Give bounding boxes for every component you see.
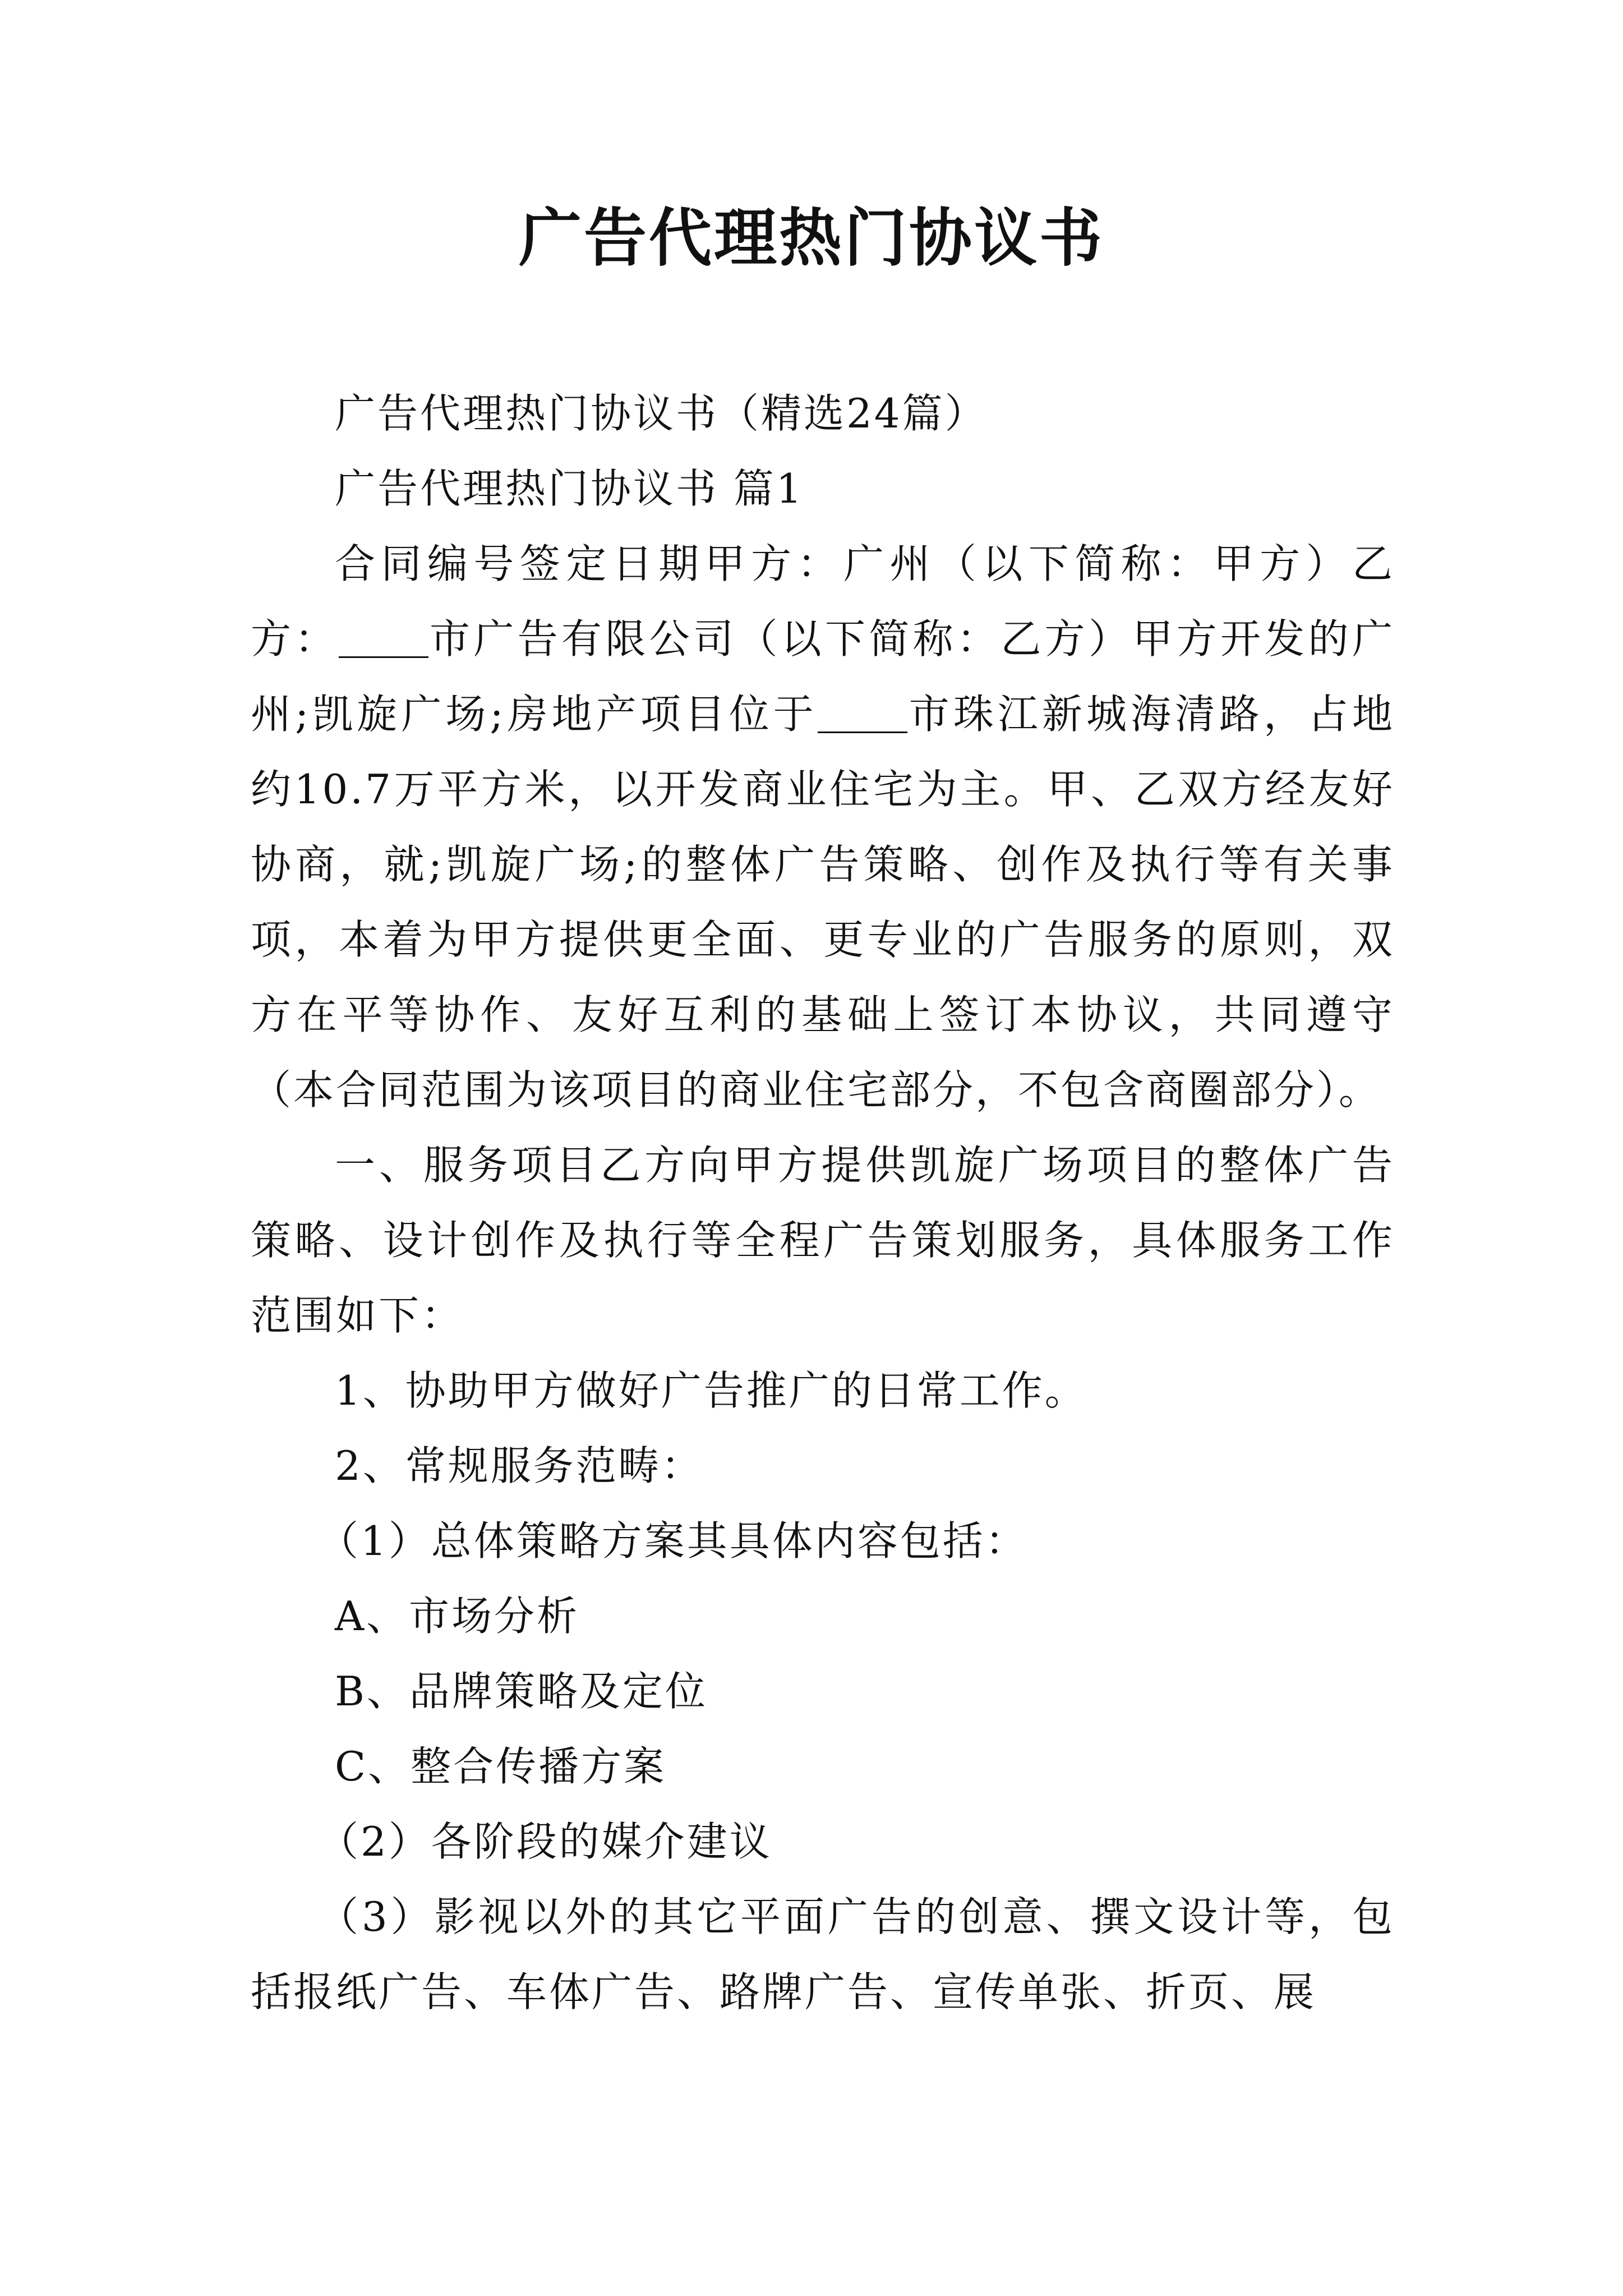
intro-paragraph [251,526,1395,1128]
list-item-2: 2、常规服务范畴： [335,1442,704,1489]
intro-text-part-2: 市广告有限公司（以下简称：乙方）甲方开发的广州;凯旋广场;房地产项目位于 [251,615,1395,738]
list-item-c: C、整合传播方案 [335,1743,667,1790]
document-subtitle: 广告代理热门协议书（精选24篇） [335,390,988,437]
list-item-b: B、品牌策略及定位 [335,1668,708,1715]
list-item-1: 1、协助甲方做好广告推广的日常工作。 [335,1367,1087,1414]
list-item-2-2: （2）各阶段的媒介建议 [318,1818,772,1865]
intro-text-part-1: 合同编号签定日期甲方：广州（以下简称：甲方）乙方： [251,540,1395,662]
section-heading: 广告代理热门协议书 篇1 [335,465,804,512]
list-item-2-3: （3）影视以外的其它平面广告的创意、撰文设计等，包括报纸广告、车体广告、路牌广告、宣传单张、折页、展 [251,1893,1395,2016]
service-paragraph: 一、服务项目乙方向甲方提供凯旋广场项目的整体广告策略、设计创作及执行等全程广告策划服务，具体服务工作范围如下： [251,1142,1395,1339]
document-title: 广告代理热门协议书 [519,201,1104,275]
list-item-2-1: （1）总体策略方案其具体内容包括： [318,1517,1028,1565]
intro-text-part-3: 市珠江新城海清路，占地约10.7万平方米，以开发商业住宅为主。甲、乙双方经友好协商，就;凯旋广场;的整体广告策略、创作及执行等有关事项，本着为甲方提供更全面、更专业的广告服务的原则，双方在平等协作、友好互利的基础上签订本协议，共同遵守（本合同范围为该项目的商业住宅部分，不包含商圈部分）。 [251,691,1395,1114]
blank-underline [818,691,907,733]
document-body [251,376,1395,2030]
blank-underline [339,616,428,658]
list-item-a: A、市场分析 [335,1593,579,1640]
